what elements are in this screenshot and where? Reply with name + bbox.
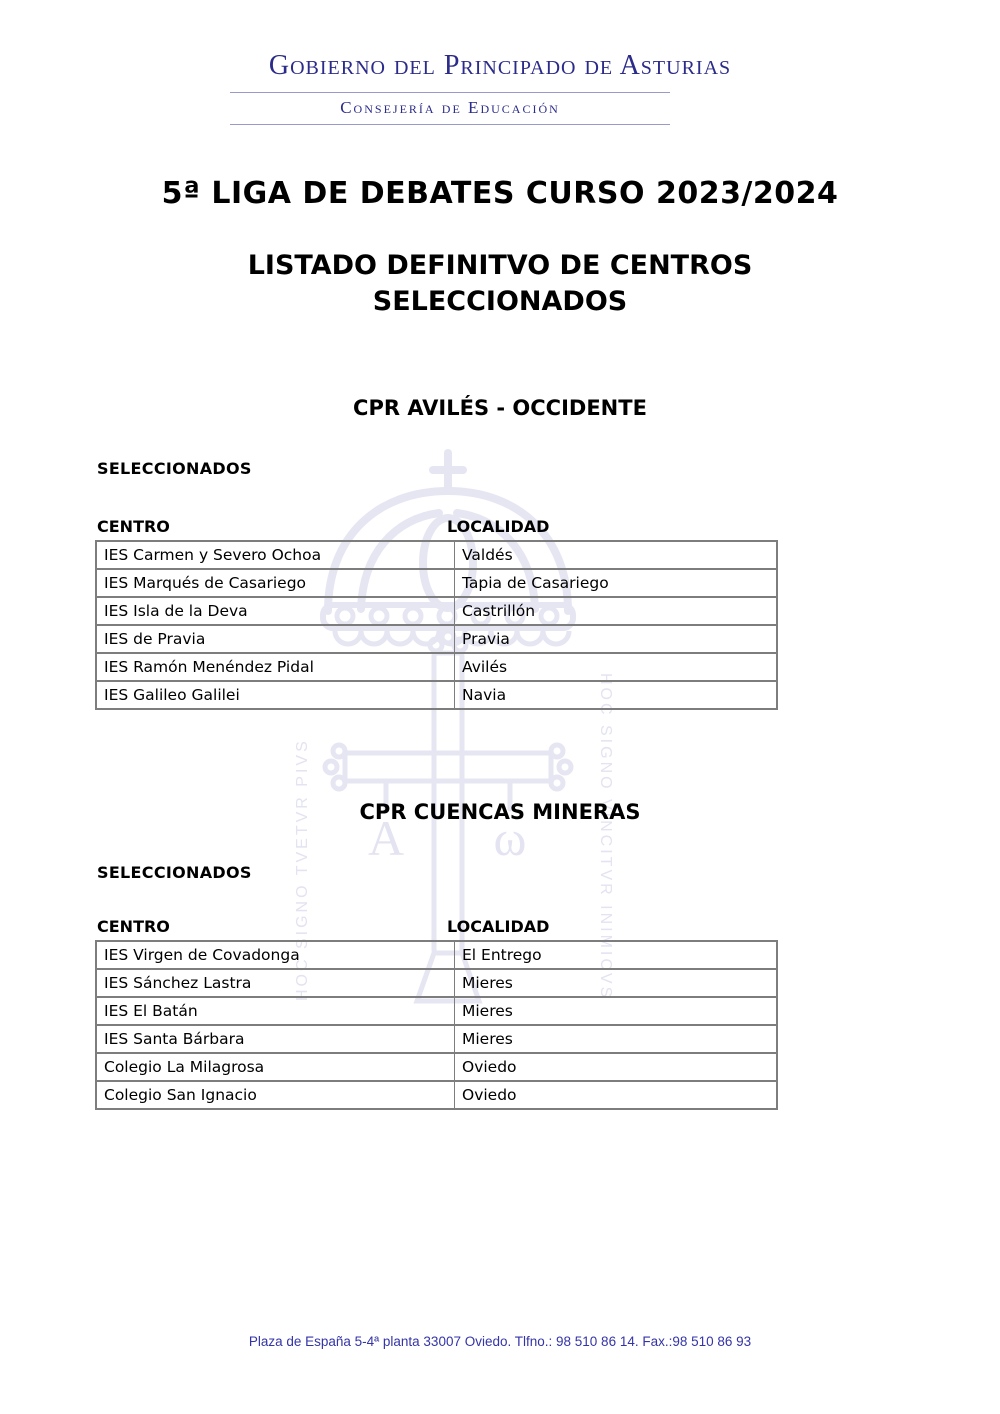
- cell-localidad: Castrillón: [455, 597, 778, 625]
- cell-localidad: Pravia: [455, 625, 778, 653]
- cell-centro: IES Isla de la Deva: [96, 597, 455, 625]
- table-row: [96, 1081, 777, 1109]
- centros-table-cuencas-mineras: [95, 917, 747, 1110]
- cell-centro: Colegio La Milagrosa: [96, 1053, 455, 1081]
- table-row: [96, 1025, 777, 1053]
- cell-localidad: El Entrego: [455, 941, 778, 969]
- department-rule-box: [230, 92, 670, 125]
- table-row: [96, 1053, 777, 1081]
- table-row: [96, 541, 777, 569]
- cell-centro: IES Sánchez Lastra: [96, 969, 455, 997]
- cell-localidad: Mieres: [455, 997, 778, 1025]
- cell-localidad: Avilés: [455, 653, 778, 681]
- table-row: [96, 597, 777, 625]
- cell-centro: IES Marqués de Casariego: [96, 569, 455, 597]
- department-name: Consejería de Educación: [340, 98, 560, 117]
- cell-centro: IES El Batán: [96, 997, 455, 1025]
- table-row: [96, 681, 777, 709]
- table-body: [95, 940, 778, 1110]
- footer-address: Plaza de España 5-4ª planta 33007 Oviedo. Tlfno.: 98 510 86 14. Fax.:98 510 86 93: [248, 1334, 752, 1349]
- cell-localidad: Mieres: [455, 969, 778, 997]
- table-row: [96, 997, 777, 1025]
- seleccionados-label-1: SELECCIONADOS: [97, 459, 252, 478]
- motto-left: HOC SIGNO TVETVR PIVS: [294, 738, 311, 1001]
- cell-localidad: Navia: [455, 681, 778, 709]
- cell-localidad: Tapia de Casariego: [455, 569, 778, 597]
- cell-localidad: Mieres: [455, 1025, 778, 1053]
- cell-centro: IES Ramón Menéndez Pidal: [96, 653, 455, 681]
- cell-centro: IES Santa Bárbara: [96, 1025, 455, 1053]
- cell-centro: Colegio San Ignacio: [96, 1081, 455, 1109]
- cell-centro: IES Carmen y Severo Ochoa: [96, 541, 455, 569]
- alpha-glyph: Α: [367, 810, 405, 866]
- section-heading-cuencas-mineras: CPR CUENCAS MINERAS: [359, 800, 641, 824]
- table-row: [96, 653, 777, 681]
- section-heading-aviles-occidente: CPR AVILÉS - OCCIDENTE: [353, 396, 647, 420]
- motto-right: HOC SIGNO VINCITVR INIMICVS: [597, 673, 614, 1001]
- column-header-centro: CENTRO: [97, 917, 170, 936]
- cell-centro: IES Galileo Galilei: [96, 681, 455, 709]
- cell-localidad: Valdés: [455, 541, 778, 569]
- cell-localidad: Oviedo: [455, 1053, 778, 1081]
- centros-table-aviles-occidente: [95, 517, 747, 710]
- cell-localidad: Oviedo: [455, 1081, 778, 1109]
- table-row: [96, 569, 777, 597]
- page-title: 5ª LIGA DE DEBATES CURSO 2023/2024: [161, 176, 839, 211]
- table-row: [96, 625, 777, 653]
- column-header-centro: CENTRO: [97, 517, 170, 536]
- table-row: [96, 969, 777, 997]
- column-header-localidad: LOCALIDAD: [447, 517, 550, 536]
- cell-centro: IES de Pravia: [96, 625, 455, 653]
- subtitle-line-2: SELECCIONADOS: [372, 286, 628, 317]
- table-column-headers: [95, 917, 747, 940]
- page-subtitle: [0, 248, 1000, 320]
- omega-glyph: ω: [493, 810, 527, 866]
- cell-centro: IES Virgen de Covadonga: [96, 941, 455, 969]
- table-row: [96, 941, 777, 969]
- column-header-localidad: LOCALIDAD: [447, 917, 550, 936]
- table-body: [95, 540, 778, 710]
- government-logo-text: Gobierno del Principado de Asturias: [268, 50, 732, 81]
- table-column-headers: [95, 517, 747, 540]
- subtitle-line-1: LISTADO DEFINITVO DE CENTROS: [247, 250, 753, 281]
- seleccionados-label-2: SELECCIONADOS: [97, 863, 252, 882]
